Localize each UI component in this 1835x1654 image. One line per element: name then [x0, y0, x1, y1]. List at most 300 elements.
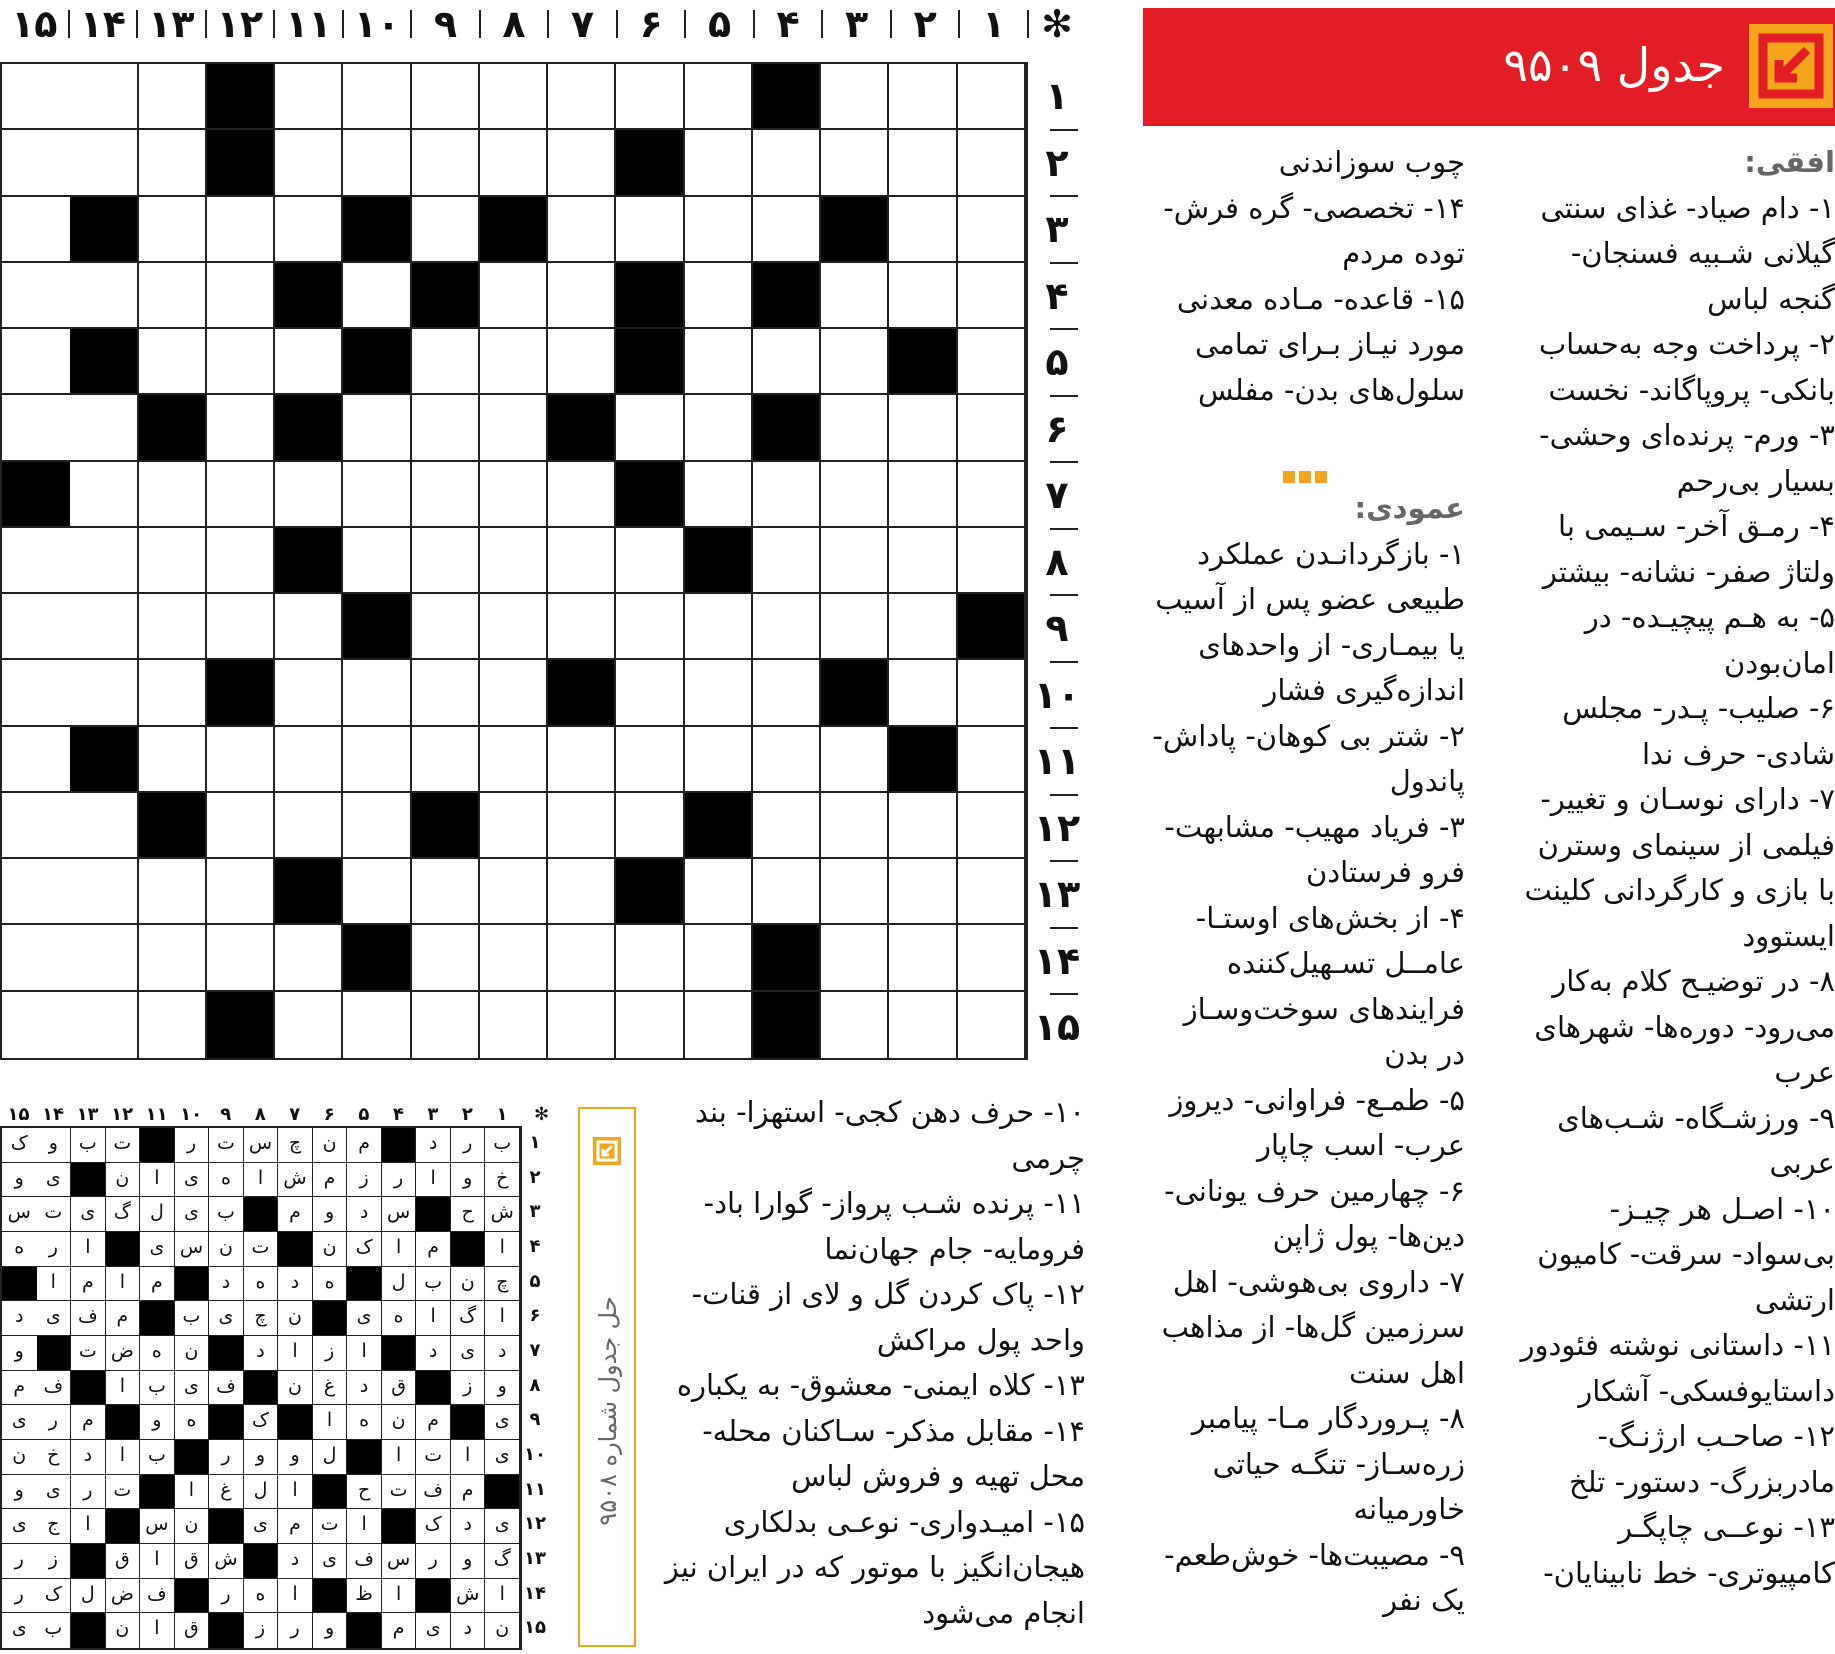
grid-cell[interactable] [275, 992, 343, 1058]
grid-cell-black [207, 130, 275, 196]
grid-cell[interactable] [685, 263, 753, 329]
grid-cell[interactable] [70, 395, 138, 461]
grid-cell[interactable] [480, 859, 548, 925]
solution-cell: ض [106, 1579, 141, 1614]
grid-cell[interactable] [548, 528, 616, 594]
row-separator [1050, 528, 1078, 530]
grid-cell[interactable] [821, 263, 889, 329]
grid-cell[interactable] [412, 64, 480, 130]
column-number: ۱ [982, 2, 1006, 46]
grid-cell[interactable] [139, 925, 207, 991]
grid-cell[interactable] [412, 329, 480, 395]
grid-cell[interactable] [616, 197, 684, 263]
grid-cell[interactable] [753, 462, 821, 528]
grid-cell[interactable] [207, 594, 275, 660]
grid-cell[interactable] [70, 528, 138, 594]
clues-horizontal-continued [1140, 140, 1465, 413]
grid-cell[interactable] [889, 793, 957, 859]
grid-cell[interactable] [616, 992, 684, 1058]
solution-cell: ک [2, 1128, 37, 1163]
grid-cell[interactable] [139, 263, 207, 329]
grid-cell[interactable] [70, 263, 138, 329]
grid-cell[interactable] [889, 197, 957, 263]
solution-cell-black [175, 1267, 210, 1302]
grid-cell[interactable] [753, 528, 821, 594]
grid-cell[interactable] [412, 462, 480, 528]
clue-line: ۲- شتر بی کوهان- پاداش- [1152, 718, 1465, 753]
clue-line: سلول‌های بدن- مفلس [1197, 372, 1465, 407]
grid-cell[interactable] [685, 130, 753, 196]
solution-cell: ت [37, 1197, 72, 1232]
grid-cell[interactable] [685, 992, 753, 1058]
grid-cell[interactable] [685, 329, 753, 395]
grid-cell[interactable] [821, 130, 889, 196]
solution-column-number: ۷ [289, 1104, 301, 1125]
clue-line: عرب [1774, 1055, 1835, 1089]
grid-cell[interactable] [616, 793, 684, 859]
column-separator [136, 10, 138, 38]
grid-cell[interactable] [343, 395, 411, 461]
grid-cell[interactable] [275, 197, 343, 263]
solution-cell-black [71, 1163, 106, 1198]
grid-cell[interactable] [889, 130, 957, 196]
solution-cell: م [2, 1371, 37, 1406]
grid-cell[interactable] [207, 462, 275, 528]
solution-cell: م [71, 1405, 106, 1440]
grid-cell[interactable] [207, 727, 275, 793]
grid-cell[interactable] [753, 594, 821, 660]
solution-cell: ز [451, 1371, 486, 1406]
grid-cell[interactable] [139, 528, 207, 594]
grid-cell[interactable] [343, 64, 411, 130]
solution-cell-black [347, 1440, 382, 1475]
grid-cell[interactable] [958, 727, 1026, 793]
grid-cell[interactable] [889, 395, 957, 461]
grid-cell[interactable] [2, 925, 70, 991]
grid-cell[interactable] [139, 329, 207, 395]
clue-line: توده مردم [1342, 236, 1465, 270]
crossword-grid [0, 62, 1028, 1060]
grid-cell-black [616, 462, 684, 528]
grid-cell[interactable] [685, 727, 753, 793]
clue-line: ولتاژ صفر- نشانه- بیشتر [1542, 554, 1835, 589]
grid-cell[interactable] [412, 130, 480, 196]
grid-cell[interactable] [343, 859, 411, 925]
clue-line: گنجه لباس [1707, 281, 1835, 316]
grid-cell[interactable] [685, 859, 753, 925]
column-separator [68, 10, 70, 38]
grid-cell[interactable] [207, 197, 275, 263]
grid-cell[interactable] [958, 64, 1026, 130]
grid-cell[interactable] [2, 64, 70, 130]
grid-cell[interactable] [958, 263, 1026, 329]
solution-cell-black [244, 1371, 279, 1406]
grid-cell[interactable] [958, 329, 1026, 395]
clue-line: اندازه‌گیری فشار [1263, 673, 1465, 707]
solution-cell: د [485, 1336, 520, 1371]
row-separator [1050, 927, 1078, 929]
grid-cell[interactable] [275, 462, 343, 528]
grid-cell[interactable] [616, 528, 684, 594]
grid-cell[interactable] [480, 660, 548, 726]
grid-cell[interactable] [2, 727, 70, 793]
grid-cell[interactable] [685, 660, 753, 726]
grid-cell[interactable] [821, 64, 889, 130]
grid-cell[interactable] [685, 462, 753, 528]
clues-vertical-continued [660, 1090, 1085, 1636]
solution-column-number: ۹ [220, 1104, 232, 1125]
grid-cell[interactable] [753, 130, 821, 196]
solution-cell-black [278, 1232, 313, 1267]
grid-cell[interactable] [412, 395, 480, 461]
grid-cell[interactable] [275, 727, 343, 793]
grid-cell[interactable] [821, 925, 889, 991]
solution-cell: ا [140, 1163, 175, 1198]
solution-cell: د [416, 1336, 451, 1371]
clue-line: ۱- بازگردانـدن عملکرد [1197, 536, 1465, 571]
row-number: ۱ [1045, 74, 1069, 118]
solution-cell-black [347, 1613, 382, 1648]
grid-cell[interactable] [343, 727, 411, 793]
row-separator [1050, 461, 1078, 463]
grid-cell[interactable] [548, 64, 616, 130]
solution-cell-black [106, 1232, 141, 1267]
column-number: ۱۲ [216, 2, 264, 46]
grid-cell[interactable] [139, 992, 207, 1058]
grid-cell[interactable] [685, 395, 753, 461]
grid-cell[interactable] [275, 130, 343, 196]
row-separator [1050, 262, 1078, 264]
solution-cell: س [2, 1197, 37, 1232]
clue-line: ۹- ورزشـگاه- شـب‌های [1557, 1100, 1835, 1135]
grid-cell[interactable] [889, 462, 957, 528]
grid-cell[interactable] [2, 395, 70, 461]
clue-line: فرومایه- جام جهان‌نما [824, 1231, 1085, 1266]
grid-cell[interactable] [480, 528, 548, 594]
grid-cell[interactable] [889, 992, 957, 1058]
grid-cell[interactable] [889, 660, 957, 726]
grid-cell[interactable] [2, 859, 70, 925]
grid-cell[interactable] [548, 329, 616, 395]
grid-cell[interactable] [2, 329, 70, 395]
grid-cell[interactable] [207, 263, 275, 329]
grid-cell[interactable] [958, 992, 1026, 1058]
grid-cell[interactable] [343, 130, 411, 196]
grid-cell[interactable] [616, 727, 684, 793]
row-number: ۱۲ [1033, 805, 1081, 850]
column-separator [958, 10, 960, 38]
solution-cell: ی [313, 1544, 348, 1579]
solution-cell-black [175, 1440, 210, 1475]
grid-cell[interactable] [139, 594, 207, 660]
grid-cell[interactable] [958, 130, 1026, 196]
grid-cell[interactable] [958, 395, 1026, 461]
grid-cell[interactable] [480, 64, 548, 130]
grid-cell[interactable] [685, 594, 753, 660]
grid-cell[interactable] [685, 925, 753, 991]
grid-cell[interactable] [343, 263, 411, 329]
grid-cell[interactable] [548, 859, 616, 925]
grid-cell[interactable] [821, 793, 889, 859]
solution-cell: م [278, 1197, 313, 1232]
grid-cell[interactable] [821, 859, 889, 925]
grid-cell[interactable] [343, 793, 411, 859]
grid-cell[interactable] [412, 528, 480, 594]
grid-cell[interactable] [889, 925, 957, 991]
solution-cell: ی [244, 1509, 279, 1544]
grid-cell[interactable] [139, 660, 207, 726]
grid-cell-black [685, 793, 753, 859]
grid-cell[interactable] [616, 64, 684, 130]
solution-cell-black [485, 1475, 520, 1510]
grid-cell[interactable] [70, 130, 138, 196]
row-number: ۱۳ [1033, 872, 1081, 917]
solution-cell: ا [416, 1163, 451, 1198]
row-separator [1050, 661, 1078, 663]
grid-cell[interactable] [207, 859, 275, 925]
grid-cell[interactable] [616, 395, 684, 461]
grid-cell[interactable] [548, 793, 616, 859]
solution-cell: د [71, 1440, 106, 1475]
grid-cell[interactable] [70, 660, 138, 726]
clue-line: هیجان‌انگیز با موتور که در ایران نیز [664, 1550, 1085, 1584]
grid-cell[interactable] [480, 263, 548, 329]
grid-cell[interactable] [821, 594, 889, 660]
grid-cell[interactable] [139, 462, 207, 528]
grid-cell[interactable] [2, 130, 70, 196]
grid-cell[interactable] [412, 859, 480, 925]
solution-column-number: ۱۱ [145, 1104, 168, 1125]
grid-cell[interactable] [480, 594, 548, 660]
grid-cell[interactable] [753, 859, 821, 925]
grid-cell[interactable] [548, 992, 616, 1058]
grid-cell[interactable] [412, 992, 480, 1058]
grid-cell[interactable] [753, 329, 821, 395]
grid-cell[interactable] [343, 462, 411, 528]
grid-cell[interactable] [70, 594, 138, 660]
grid-cell[interactable] [139, 197, 207, 263]
grid-cell[interactable] [821, 727, 889, 793]
grid-cell[interactable] [2, 263, 70, 329]
solution-cell: ض [106, 1336, 141, 1371]
clue-line: کامپیوتری- خط نابینایان- [1543, 1555, 1835, 1590]
grid-cell[interactable] [480, 992, 548, 1058]
grid-cell-black [139, 395, 207, 461]
grid-cell[interactable] [480, 793, 548, 859]
solution-column-number: ۱۲ [111, 1104, 134, 1125]
grid-cell[interactable] [412, 660, 480, 726]
grid-cell[interactable] [207, 395, 275, 461]
row-number: ۵ [1045, 340, 1069, 385]
solution-cell-black [209, 1405, 244, 1440]
grid-cell-black [343, 925, 411, 991]
grid-cell[interactable] [821, 329, 889, 395]
solution-cell: د [347, 1197, 382, 1232]
grid-cell[interactable] [480, 462, 548, 528]
grid-cell[interactable] [412, 594, 480, 660]
grid-cell[interactable] [275, 925, 343, 991]
column-number: ۱۵ [11, 2, 58, 46]
grid-cell[interactable] [412, 727, 480, 793]
clue-line: با بازی و کارگردانی کلینت [1524, 873, 1835, 907]
grid-cell[interactable] [275, 660, 343, 726]
grid-cell[interactable] [958, 793, 1026, 859]
solution-cell: ه [244, 1579, 279, 1614]
clue-line: ۳- ورم- پرنده‌ای وحشی- [1539, 418, 1835, 452]
grid-cell[interactable] [821, 992, 889, 1058]
grid-cell-black [207, 660, 275, 726]
solution-cell: د [416, 1128, 451, 1163]
clue-line: فرایندهای سوخت‌وسـاز [1183, 991, 1465, 1026]
grid-cell[interactable] [70, 925, 138, 991]
grid-cell[interactable] [480, 395, 548, 461]
grid-cell[interactable] [480, 130, 548, 196]
grid-cell[interactable] [548, 594, 616, 660]
grid-cell[interactable] [753, 197, 821, 263]
grid-cell[interactable] [480, 329, 548, 395]
grid-cell[interactable] [616, 660, 684, 726]
grid-cell[interactable] [70, 859, 138, 925]
grid-cell[interactable] [480, 925, 548, 991]
grid-cell[interactable] [548, 462, 616, 528]
grid-cell[interactable] [958, 859, 1026, 925]
grid-cell[interactable] [275, 594, 343, 660]
grid-cell[interactable] [207, 793, 275, 859]
row-separator [1050, 993, 1078, 995]
grid-cell[interactable] [412, 925, 480, 991]
grid-cell[interactable] [275, 329, 343, 395]
grid-cell[interactable] [2, 594, 70, 660]
clue-line: خاورمیانه [1353, 1492, 1465, 1526]
row-separator [1050, 594, 1078, 596]
grid-cell[interactable] [958, 528, 1026, 594]
row-number: ۱۱ [1033, 739, 1081, 784]
grid-cell[interactable] [139, 727, 207, 793]
solution-cell: ی [416, 1613, 451, 1648]
grid-cell[interactable] [2, 793, 70, 859]
grid-cell[interactable] [889, 263, 957, 329]
grid-cell[interactable] [821, 395, 889, 461]
grid-cell[interactable] [2, 660, 70, 726]
grid-cell[interactable] [343, 992, 411, 1058]
grid-cell[interactable] [207, 925, 275, 991]
grid-cell[interactable] [548, 263, 616, 329]
solution-cell: س [140, 1509, 175, 1544]
grid-cell[interactable] [958, 462, 1026, 528]
grid-cell[interactable] [958, 660, 1026, 726]
grid-cell[interactable] [207, 528, 275, 594]
grid-cell[interactable] [2, 197, 70, 263]
clue-line: بسیار بی‌رحم [1676, 463, 1835, 498]
clue-line: دین‌ها- پول ژاپن [1272, 1219, 1465, 1253]
grid-cell[interactable] [275, 64, 343, 130]
solution-cell: گ [106, 1197, 141, 1232]
solution-cell: ی [37, 1475, 72, 1510]
grid-cell[interactable] [548, 925, 616, 991]
clue-line: یک نفر [1383, 1583, 1465, 1617]
clue-line: چرمی [1011, 1140, 1085, 1175]
solution-cell-black [244, 1197, 279, 1232]
solution-cell: ش [209, 1544, 244, 1579]
grid-cell[interactable] [548, 197, 616, 263]
grid-cell[interactable] [139, 859, 207, 925]
grid-cell[interactable] [889, 859, 957, 925]
grid-cell[interactable] [958, 925, 1026, 991]
column-separator [273, 10, 275, 38]
solution-cell: ت [313, 1509, 348, 1544]
grid-cell[interactable] [70, 992, 138, 1058]
grid-cell[interactable] [480, 727, 548, 793]
grid-cell[interactable] [889, 594, 957, 660]
grid-cell[interactable] [70, 462, 138, 528]
grid-cell[interactable] [275, 793, 343, 859]
solution-cell: خ [37, 1440, 72, 1475]
solution-cell: ا [416, 1301, 451, 1336]
grid-cell[interactable] [343, 528, 411, 594]
solution-cell: ا [347, 1509, 382, 1544]
grid-cell[interactable] [412, 197, 480, 263]
solution-cell: غ [313, 1371, 348, 1406]
solution-cell: د [278, 1544, 313, 1579]
solution-column-number: ۱۳ [76, 1104, 99, 1125]
solution-column-number: ۱۵ [7, 1104, 30, 1125]
solution-cell: ن [175, 1509, 210, 1544]
solution-cell: س [382, 1197, 417, 1232]
grid-cell-black [412, 793, 480, 859]
grid-cell[interactable] [139, 64, 207, 130]
grid-cell[interactable] [821, 528, 889, 594]
grid-cell[interactable] [958, 197, 1026, 263]
grid-cell[interactable] [616, 594, 684, 660]
grid-cell[interactable] [548, 727, 616, 793]
solution-cell: ب [140, 1371, 175, 1406]
clue-line: ۱۲- صاحـب ارژنـگ- [1597, 1419, 1835, 1453]
grid-cell[interactable] [343, 660, 411, 726]
clue-line: یا بیمـاری- از واحدهای [1198, 627, 1465, 662]
grid-cell[interactable] [753, 660, 821, 726]
row-number: ۳ [1045, 207, 1069, 252]
grid-cell[interactable] [2, 528, 70, 594]
solution-cell: ا [313, 1405, 348, 1440]
solution-cell: د [209, 1267, 244, 1302]
grid-cell[interactable] [616, 925, 684, 991]
grid-cell[interactable] [753, 727, 821, 793]
grid-cell[interactable] [685, 197, 753, 263]
grid-cell[interactable] [821, 462, 889, 528]
solution-cell: ن [485, 1613, 520, 1648]
solution-row-number: ۱۲ [524, 1513, 546, 1535]
grid-cell[interactable] [207, 329, 275, 395]
grid-cell[interactable] [2, 992, 70, 1058]
grid-cell[interactable] [70, 64, 138, 130]
column-separator [205, 10, 207, 38]
solution-cell: ز [37, 1544, 72, 1579]
solution-column-number: ۴ [392, 1104, 404, 1125]
column-separator [684, 10, 686, 38]
grid-cell[interactable] [685, 64, 753, 130]
grid-cell[interactable] [139, 130, 207, 196]
row-separator [1050, 195, 1078, 197]
grid-cell-black [275, 859, 343, 925]
grid-cell[interactable] [889, 528, 957, 594]
grid-cell-black [753, 64, 821, 130]
grid-cell[interactable] [753, 793, 821, 859]
grid-cell[interactable] [548, 130, 616, 196]
solution-cell: ش [451, 1579, 486, 1614]
solution-cell: ا [71, 1232, 106, 1267]
grid-cell[interactable] [889, 64, 957, 130]
grid-cell[interactable] [70, 793, 138, 859]
